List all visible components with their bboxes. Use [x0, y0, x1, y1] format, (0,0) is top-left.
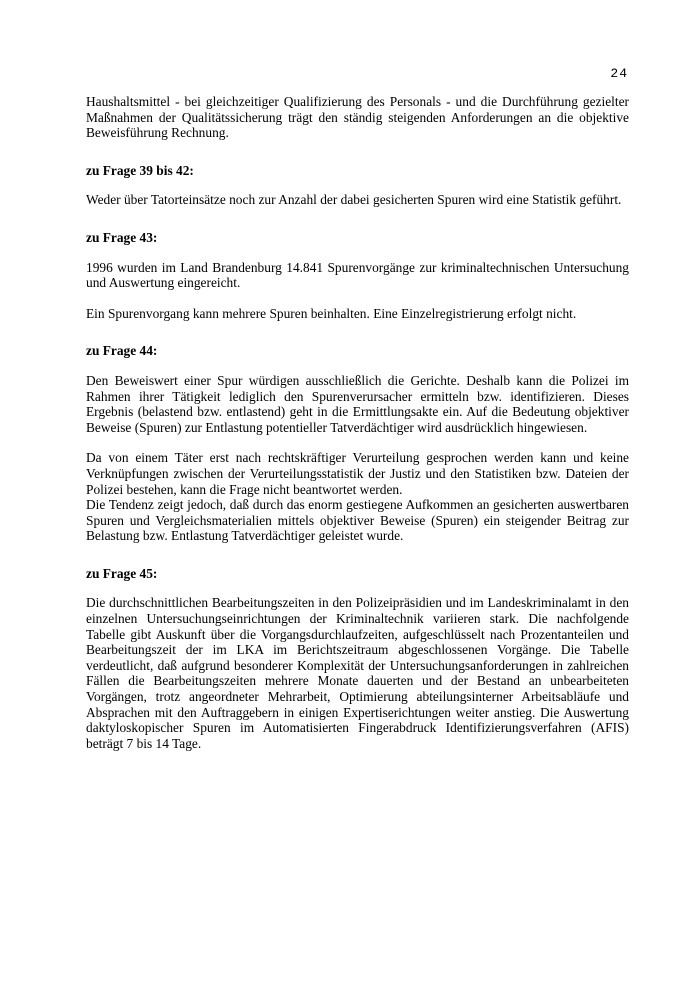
paragraph-tendenz: Die Tendenz zeigt jedoch, daß durch das enorm gestiegene Aufkommen an gesicherten auswertbaren Spuren und Vergleichsmaterialien mittels objektiver Beweise (Spuren) ein steigender Beitrag zur Belastung bzw. Entlastung Tatverdächtiger geleistet wurde. — [86, 497, 629, 544]
paragraph-bearbeitungszeiten: Die durchschnittlichen Bearbeitungszeiten in den Polizeipräsidien und im Landeskriminalamt in den einzelnen Untersuchungseinrichtungen der Kriminaltechnik variieren stark. Die nachfolgende Tabelle gibt Auskunft über die Vorgangsdurchlaufzeiten, aufgeschlüsselt nach Prozentanteilen und Bearbeitungszeit der im LKA im Berichtszeitraum abgeschlossenen Vorgänge. Die Tabelle verdeutlicht, daß aufgrund besonderer Komplexität der Untersuchungsanforderungen in zahlreichen Fällen die Bearbeitungszeiten mehrere Monate dauerten und der Bestand an unbearbeiteten Vorgängen, trotz angeordneter Mehrarbeit, Optimierung abteilungsinterner Arbeitsabläufe und Absprachen mit den Auftraggebern in einigen Expertiserichtungen weiter anstieg. Die Auswertung daktyloskopischer Spuren im Automatisierten Fingerabdruck Identifizierungsverfahren (AFIS) beträgt 7 bis 14 Tage. — [86, 595, 629, 751]
page-number: 24 — [610, 66, 628, 81]
paragraph-spurenvorgaenge-1996: 1996 wurden im Land Brandenburg 14.841 Spurenvorgänge zur kriminaltechnischen Untersuchung und Auswertung eingereicht. — [86, 259, 629, 291]
paragraph-beweiswert: Den Beweiswert einer Spur würdigen ausschließlich die Gerichte. Deshalb kann die Polizei im Rahmen ihrer Tätigkeit lediglich den Spurenverursacher ermitteln bzw. identifizieren. Dieses Ergebnis (belastend bzw. entlastend) geht in die Ermittlungsakte ein. Auf die Bedeutung objektiver Beweise (Spuren) zur Entlastung potentieller Tatverdächtiger wird ausdrücklich hingewiesen. — [86, 372, 629, 435]
paragraph-budget: Haushaltsmittel - bei gleichzeitiger Qualifizierung des Personals - und die Durchführung gezielter Maßnahmen der Qualitätssicherung trägt den ständig steigenden Anforderungen an die objektive Beweisführung Rechnung. — [86, 94, 629, 141]
paragraph-verurteilung: Da von einem Täter erst nach rechtskräftiger Verurteilung gesprochen werden kann und keine Verknüpfungen zwischen der Verurteilungsstatistik der Justiz und den Statistiken bzw. Dateien der Polizei bestehen, kann die Frage nicht beantwortet werden. — [86, 450, 629, 497]
heading-frage-39-42: zu Frage 39 bis 42: — [86, 162, 194, 178]
heading-frage-43: zu Frage 43: — [86, 229, 158, 245]
heading-frage-45: zu Frage 45: — [86, 565, 158, 581]
heading-frage-44: zu Frage 44: — [86, 343, 158, 359]
paragraph-einzelregistrierung: Ein Spurenvorgang kann mehrere Spuren beinhalten. Eine Einzelregistrierung erfolgt nicht. — [86, 305, 577, 321]
document-body — [86, 94, 629, 751]
paragraph-no-statistics: Weder über Tatorteinsätze noch zur Anzahl der dabei gesicherten Spuren wird eine Statistik geführt. — [86, 192, 622, 208]
